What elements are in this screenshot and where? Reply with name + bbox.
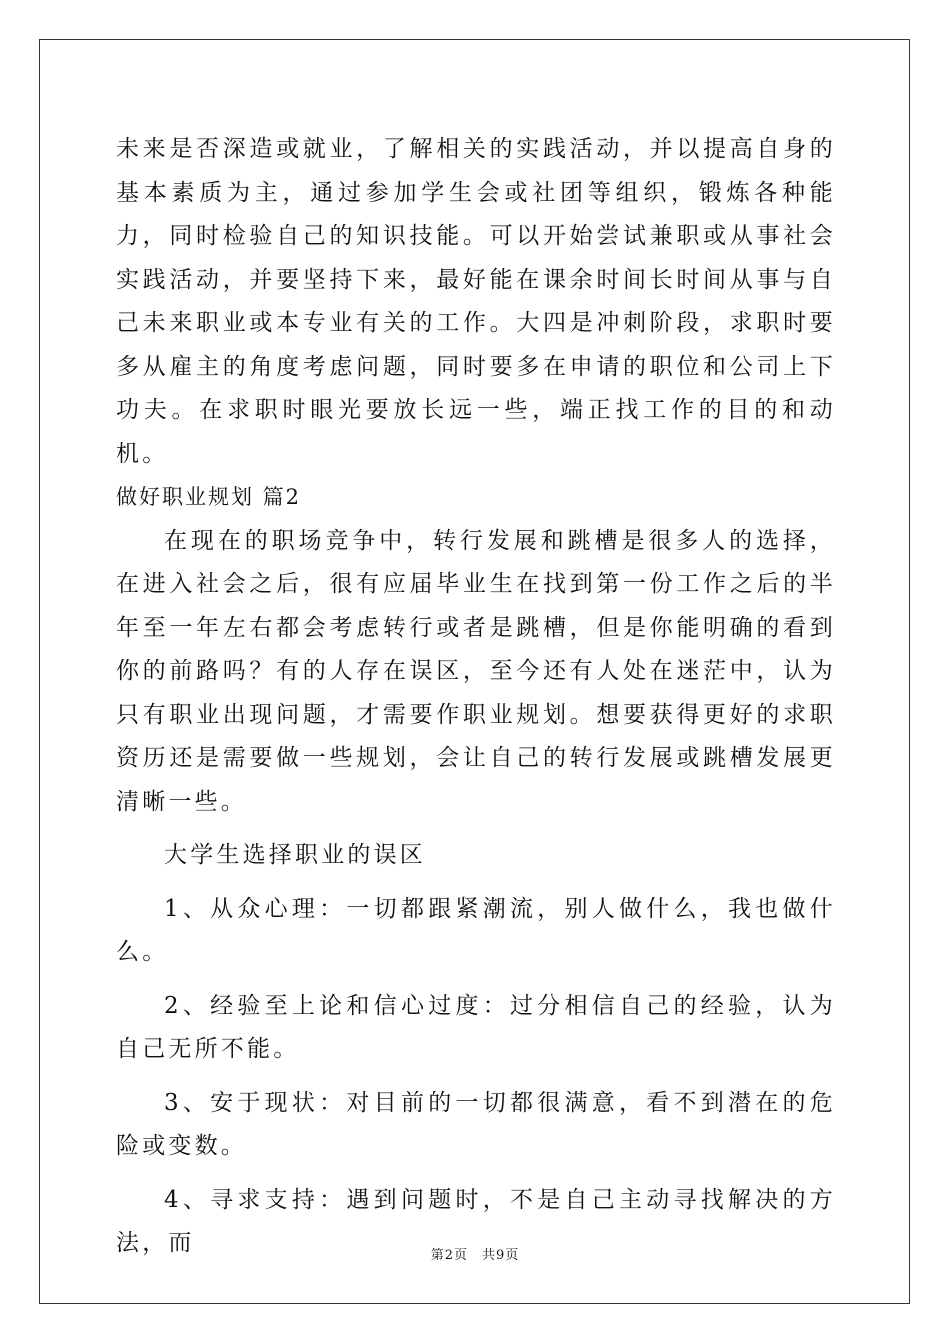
section-heading: 做好职业规划 篇2 [116,485,302,509]
page-footer: 第2页 共9页 [430,1248,520,1263]
list-item-1: 1、从众心理：一切都跟紧潮流，别人做什么，我也做什么。 [116,895,836,965]
paragraph-subtitle: 大学生选择职业的误区 [164,842,426,868]
list-item-3: 3、安于现状：对目前的一切都很满意，看不到潜在的危险或变数。 [116,1089,836,1159]
paragraph-intro: 在现在的职场竞争中，转行发展和跳槽是很多人的选择，在进入社会之后，很有应届毕业生在找到第一份工作之后的半年至一年左右都会考虑转行或者是跳槽，但是你能明确的看到你的前路吗？有的人存在误区，至今还有人处在迷茫中，认为只有职业出现问题，才需要作职业规划。想要获得更好的求职资历还是需要做一些规划，会让自己的转行发展或跳槽发展更清晰一些。 [116,527,836,815]
list-item-4: 4、寻求支持：遇到问题时，不是自己主动寻找解决的方法，而 [116,1186,836,1256]
document-body [116,128,836,1266]
paragraph-continuation: 未来是否深造或就业，了解相关的实践活动，并以提高自身的基本素质为主，通过参加学生会或社团等组织，锻炼各种能力，同时检验自己的知识技能。可以开始尝试兼职或从事社会实践活动，并要坚持下来，最好能在课余时间长时间从事与自己未来职业或本专业有关的工作。大四是冲刺阶段，求职时要多从雇主的角度考虑问题，同时要多在申请的职位和公司上下功夫。在求职时眼光要放长远一些，端正找工作的目的和动机。 [116,136,836,467]
list-item-2: 2、经验至上论和信心过度：过分相信自己的经验，认为自己无所不能。 [116,992,836,1062]
